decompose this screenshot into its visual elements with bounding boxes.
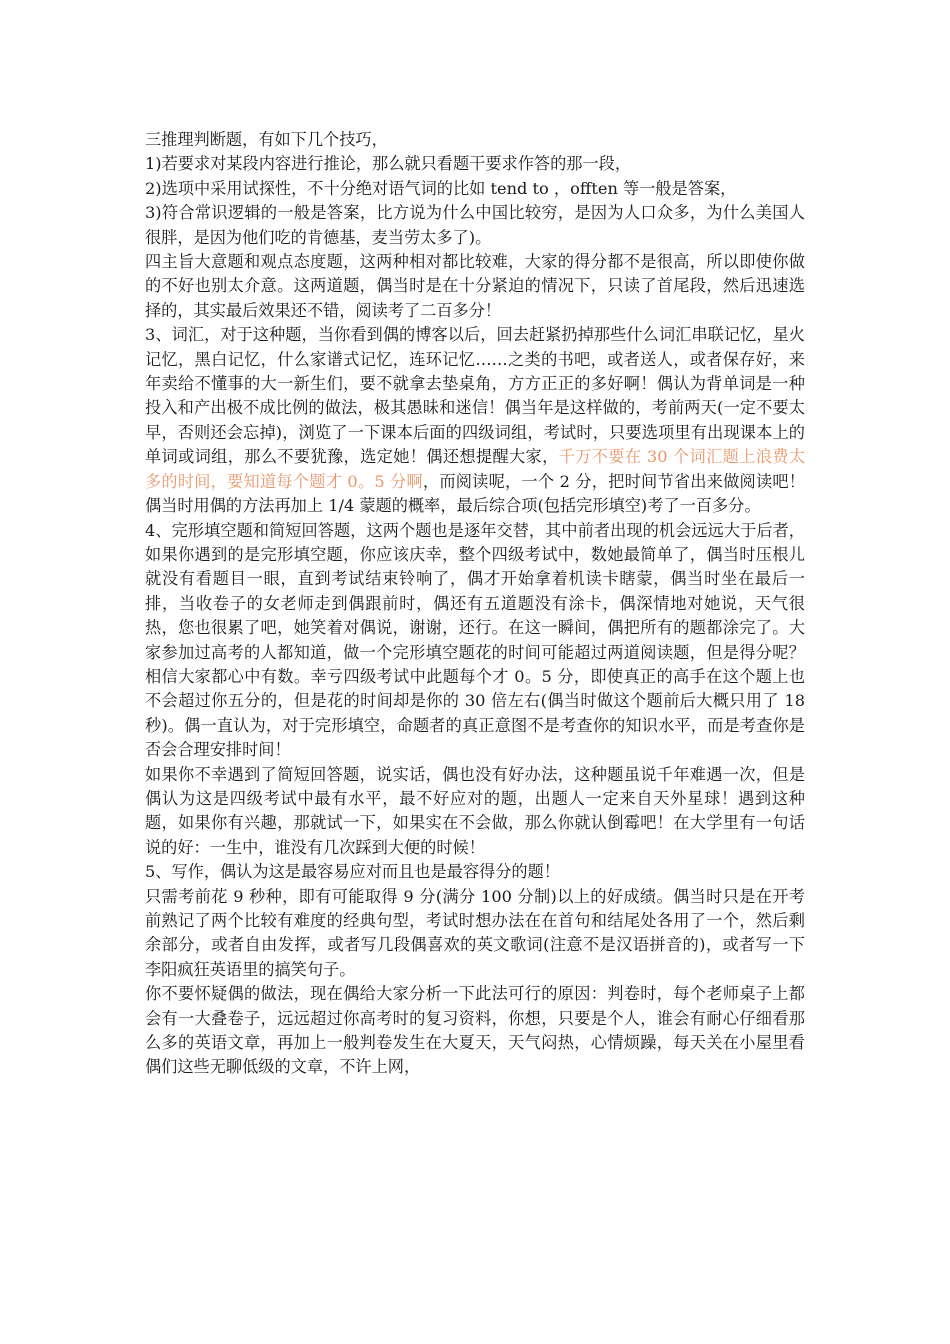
paragraph-writing-method: 只需考前花 9 秒种，即有可能取得 9 分(满分 100 分制)以上的好成绩。偶当时只是在开考前熟记了两个比较有难度的经典句型，考试时想办法在在首句和结尾处各用了一个，然后剩余部分，或者自由发挥，或者写几段偶喜欢的英文歌词(注意不是汉语拼音的)，或者写一下李阳疯狂英语里的搞笑句子。 [145,886,805,979]
paragraph-cloze: 4、完形填空题和简短回答题，这两个题也是逐年交替，其中前者出现的机会远远大于后者，如果你遇到的是完形填空题，你应该庆幸，整个四级考试中，数她最简单了，偶当时压根儿就没有看题目一眼，直到考试结束铃响了，偶才开始拿着机读卡瞎蒙，偶当时坐在最后一排，当收卷子的女老师走到偶跟前时，偶还有五道题没有涂卡，偶深情地对她说，天气很热，您也很累了吧，她笑着对偶说，谢谢，还行。在这一瞬间，偶把所有的题都涂完了。大家参加过高考的人都知道，做一个完形填空题花的时间可能超过两道阅读题，但是得分呢？相信大家都心中有数。幸亏四级考试中此题每个才 0。5 分，即使真正的高手在这个题上也不会超过你五分的，但是花的时间却是你的 30 倍左右(偶当时做这个题前后大概只用了 18 秒)。偶一直认为，对于完形填空，命题者的真正意图不是考查你的知识水平，而是考查你是否会合理安排时间！ [145,520,805,760]
document-body [145,128,805,1080]
paragraph-writing-reason: 你不要怀疑偶的做法，现在偶给大家分析一下此法可行的原因：判卷时，每个老师桌子上都会有一大叠卷子，远远超过你高考时的复习资料，你想，只要是个人，谁会有耐心仔细看那么多的英语文章，再加上一般判卷发生在大夏天，天气闷热，心情烦躁，每天关在小屋里看偶们这些无聊低级的文章，不许上网， [145,984,805,1077]
paragraph-short-answer: 如果你不幸遇到了简短回答题，说实话，偶也没有好办法，这种题虽说千年难遇一次，但是偶认为这是四级考试中最有水平，最不好应对的题，出题人一定来自天外星球！遇到这种题，如果你有兴趣，那就试一下，如果实在不会做，那么你就认倒霉吧！在大学里有一句话说的好：一生中，谁没有几次踩到大便的时候！ [145,764,805,857]
paragraph-writing-heading: 5、写作，偶认为这是最容易应对而且也是最容得分的题！ [145,862,560,882]
vocabulary-text-after: ，而阅读呢，一个 2 分，把时间节省出来做阅读吧！偶当时用偶的方法再加上 1/4 蒙题的概率，最后综合项(包括完形填空)考了一百多分。 [145,471,805,516]
paragraph-vocabulary [145,323,805,518]
vocabulary-highlight: 千万不要在 30 个词汇题上浪费太多的时间，要知道每个题才 0。5 分啊 [145,447,806,491]
vocabulary-text-before: 3、词汇，对于这种题，当你看到偶的博客以后，回去赶紧扔掉那些什么词汇串联记忆，星火记忆，黑白记忆，什么家谱式记忆，连环记忆……之类的书吧，或者送人，或者保存好，来年卖给不懂事的大一新生们，要不就拿去垫桌角，方方正正的多好啊！偶认为背单词是一种投入和产出极不成比例的做法，极其愚昧和迷信！偶当年是这样做的，考前两天(一定不要太早，否则还会忘掉)，浏览了一下课本后面的四级词组，考试时，只要选项里有出现课本上的单词或词组，那么不要犹豫，选定她！偶还想提醒大家， [145,325,805,467]
paragraph-inference-heading: 三推理判断题，有如下几个技巧， [145,130,388,149]
paragraph-tip-2: 2)选项中采用试探性，不十分绝对语气词的比如 tend to ，offten 等一般是答案， [145,178,737,198]
paragraph-main-idea: 四主旨大意题和观点态度题，这两种相对都比较难，大家的得分都不是很高，所以即使你做的不好也别太介意。这两道题，偶当时是在十分紧迫的情况下，只读了首尾段，然后迅速选择的，其实最后效果还不错，阅读考了二百多分！ [145,252,805,320]
paragraph-tip-3: 3)符合常识逻辑的一般是答案，比方说为什么中国比较穷，是因为人口众多，为什么美国人很胖，是因为他们吃的肯德基，麦当劳太多了)。 [145,203,805,247]
paragraph-tip-1: 1)若要求对某段内容进行推论，那么就只看题干要求作答的那一段， [145,154,632,174]
